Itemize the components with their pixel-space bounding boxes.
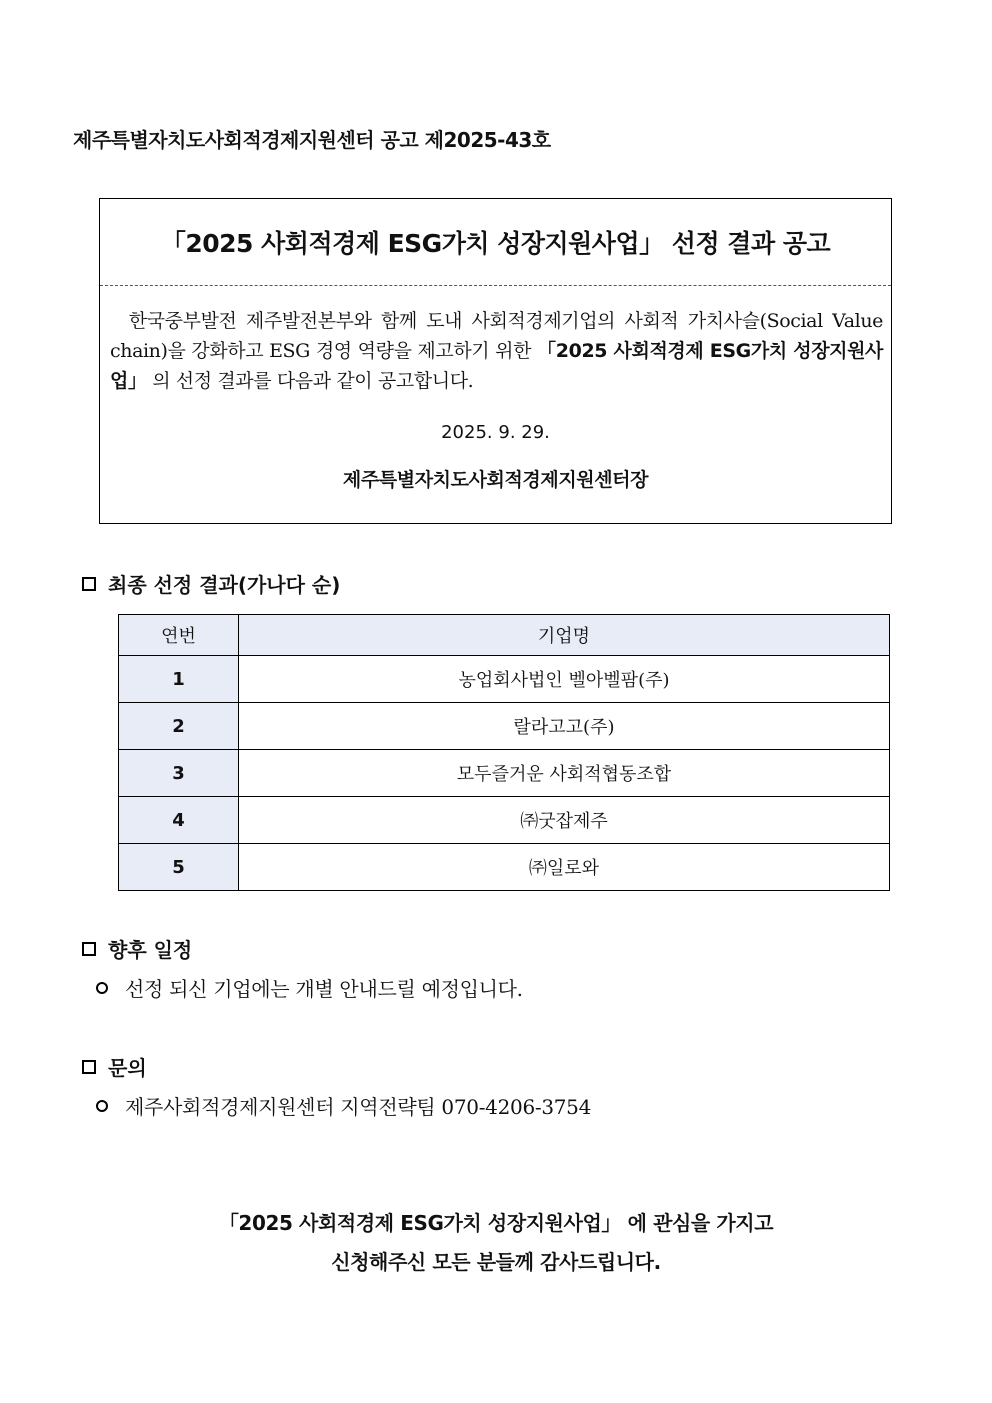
announcement-body — [100, 286, 891, 396]
row-number: 5 — [119, 844, 239, 891]
checkbox-square-icon — [82, 1060, 96, 1074]
column-header-company: 기업명 — [239, 615, 890, 656]
schedule-heading — [82, 934, 192, 963]
announcement-signature: 제주특별자치도사회적경제지원센터장 — [342, 469, 649, 491]
table-row — [119, 656, 890, 703]
schedule-heading-text: 향후 일정 — [108, 938, 193, 962]
row-number: 2 — [119, 703, 239, 750]
body-suffix: 의 선정 결과를 다음과 같이 공고합니다. — [152, 370, 474, 392]
company-name: 농업회사법인 벨아벨팜(주) — [239, 656, 890, 703]
row-number: 3 — [119, 750, 239, 797]
results-table — [118, 614, 890, 891]
inquiry-heading — [82, 1052, 147, 1081]
inquiry-heading-text: 문의 — [108, 1056, 147, 1080]
column-header-number: 연번 — [119, 615, 239, 656]
inquiry-item-text: 제주사회적경제지원센터 지역전략팀 070-4206-3754 — [125, 1095, 592, 1119]
notice-number: 제주특별자치도사회적경제지원센터 공고 제2025-43호 — [73, 128, 551, 152]
table-row — [119, 844, 890, 891]
schedule-item-text: 선정 되신 기업에는 개별 안내드릴 예정입니다. — [125, 977, 523, 1001]
circle-bullet-icon — [96, 1100, 108, 1112]
results-heading — [82, 569, 340, 598]
announcement-title: 「2025 사회적경제 ESG가치 성장지원사업」 선정 결과 공고 — [100, 199, 891, 286]
inquiry-item — [96, 1091, 591, 1120]
table-row — [119, 750, 890, 797]
row-number: 4 — [119, 797, 239, 844]
announcement-date: 2025. 9. 29. — [441, 422, 550, 443]
company-name: ㈜일로와 — [239, 844, 890, 891]
circle-bullet-icon — [96, 982, 108, 994]
closing-line-2: 신청해주신 모든 분들께 감사드립니다. — [331, 1250, 661, 1274]
checkbox-square-icon — [82, 942, 96, 956]
table-row — [119, 703, 890, 750]
company-name: 모두즐거운 사회적협동조합 — [239, 750, 890, 797]
body-prefix: 한국중부발전 제주발전본부와 함께 도내 사회적경제기업의 사회적 가치사슬(Social Value chain)을 강화하고 ESG 경영 역량을 제고하기 위한 — [110, 310, 884, 362]
row-number: 1 — [119, 656, 239, 703]
schedule-item — [96, 973, 523, 1002]
table-row — [119, 797, 890, 844]
company-name: ㈜굿잡제주 — [239, 797, 890, 844]
table-header-row — [119, 615, 890, 656]
closing-line-1: 「2025 사회적경제 ESG가치 성장지원사업」 에 관심을 가지고 — [218, 1211, 774, 1235]
results-heading-text: 최종 선정 결과(가나다 순) — [108, 573, 341, 597]
announcement-box — [99, 198, 892, 524]
company-name: 랄라고고(주) — [239, 703, 890, 750]
body-program-name: 「2025 사회적경제 ESG가치 성장지원사업」 — [110, 340, 884, 392]
checkbox-square-icon — [82, 577, 96, 591]
